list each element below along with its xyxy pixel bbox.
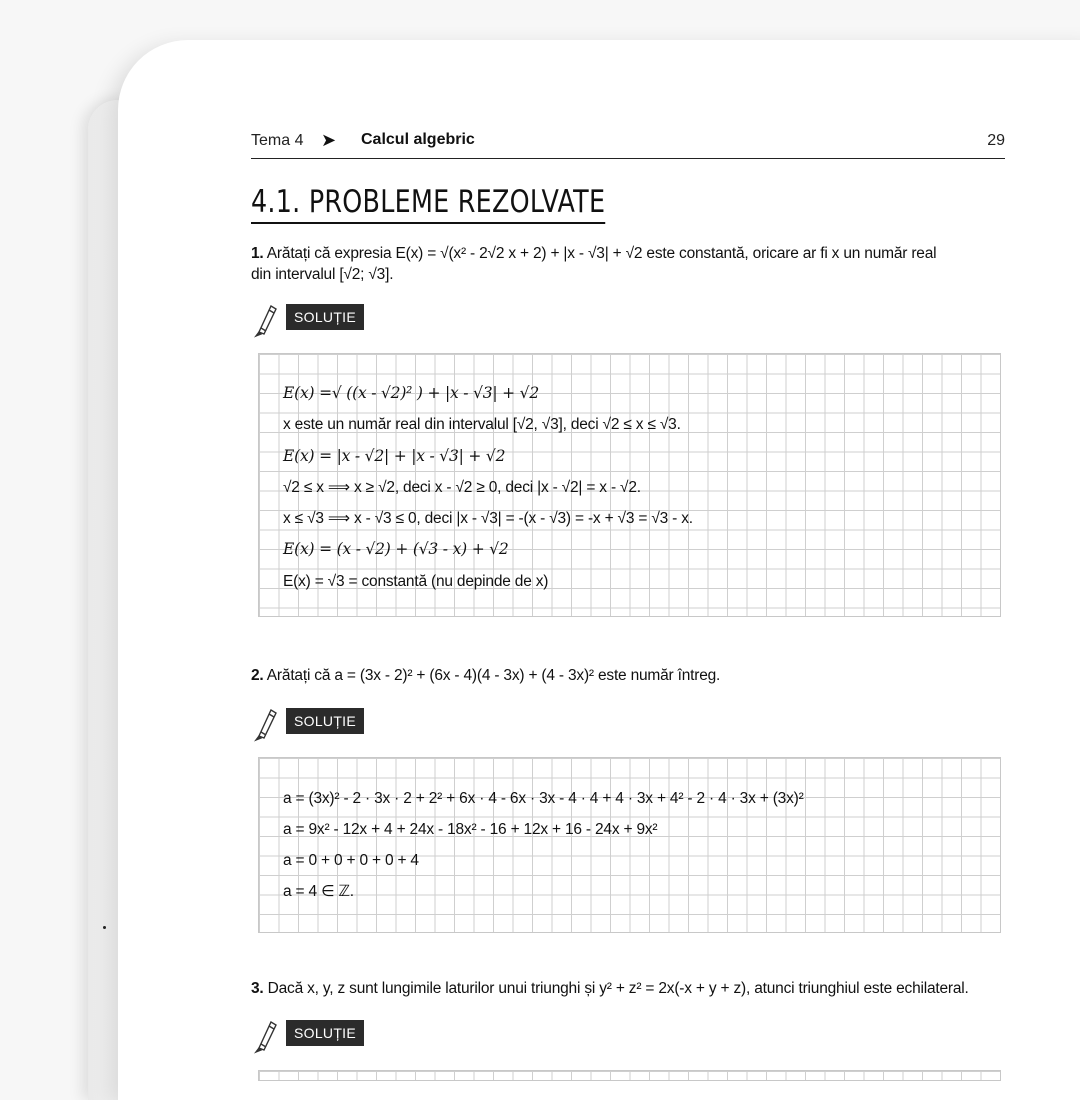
theme-label: Tema 4 (251, 132, 304, 149)
problem-1-statement (251, 243, 936, 285)
solution-line: a = 9x² - 12x + 4 + 24x - 18x² - 16 + 12x + 16 - 24x + 9x² (283, 821, 658, 838)
problem-3-statement (251, 978, 969, 999)
solution-grid-2 (258, 757, 1001, 933)
solution-line: E(x) = √3 = constantă (nu depinde de x) (283, 572, 549, 590)
pencil-icon (252, 706, 280, 742)
page-header (251, 130, 1005, 159)
page-mark (103, 926, 106, 929)
problem-number: 3. (251, 980, 264, 997)
solution-line: E(x) = |x - √2| + |x - √3| + √2 (283, 446, 506, 465)
pencil-icon (252, 1018, 280, 1054)
problem-number: 2. (251, 667, 264, 684)
chapter-title: Calcul algebric (361, 131, 475, 148)
solution-line: E(x) = (x - √2) + (√3 - x) + √2 (283, 540, 509, 559)
problem-text: Dacă x, y, z sunt lungimile laturilor unui triunghi și y² + z² = 2x(-x + y + z), atunci triunghiul este echilateral. (267, 980, 969, 997)
pencil-icon (252, 302, 280, 338)
solution-line: x este un număr real din intervalul [√2, √3], deci √2 ≤ x ≤ √3. (283, 416, 681, 434)
problem-text: Arătați că a = (3x - 2)² + (6x - 4)(4 - 3x) + (4 - 3x)² este număr întreg. (266, 667, 721, 684)
solution-badge: SOLUȚIE (286, 1020, 364, 1046)
solution-badge: SOLUȚIE (286, 304, 364, 330)
problem-text: Arătați că expresia E(x) = √(x² - 2√2 x + 2) + |x - √3| + √2 este constantă, oricare ar fi x un număr real (266, 245, 937, 262)
solution-grid-1 (258, 353, 1001, 617)
solution-grid-3 (258, 1070, 1001, 1081)
solution-line: x ≤ √3 ⟹ x - √3 ≤ 0, deci |x - √3| = -(x - √3) = -x + √3 = √3 - x. (283, 510, 693, 528)
solution-badge: SOLUȚIE (286, 708, 364, 734)
solution-line: a = (3x)² - 2 · 3x · 2 + 2² + 6x · 4 - 6x · 3x - 4 · 4 + 4 · 3x + 4² - 2 · 4 · 3x + (3x)² (283, 790, 804, 807)
solution-line: E(x) =√ ((x - √2)² ) + |x - √3| + √2 (283, 384, 540, 402)
problem-number: 1. (251, 245, 264, 262)
problem-text-continued: din intervalul [√2; √3]. (251, 266, 394, 283)
page-number: 29 (987, 132, 1005, 149)
solution-line: a = 0 + 0 + 0 + 0 + 4 (283, 852, 419, 869)
solution-line: a = 4 ∈ ℤ. (283, 883, 354, 900)
problem-2-statement (251, 665, 720, 686)
solution-line: √2 ≤ x ⟹ x ≥ √2, deci x - √2 ≥ 0, deci |x - √2| = x - √2. (283, 478, 641, 496)
arrow-right-icon: ➤ (321, 130, 337, 150)
section-title: 4.1. PROBLEME REZOLVATE (251, 184, 605, 224)
